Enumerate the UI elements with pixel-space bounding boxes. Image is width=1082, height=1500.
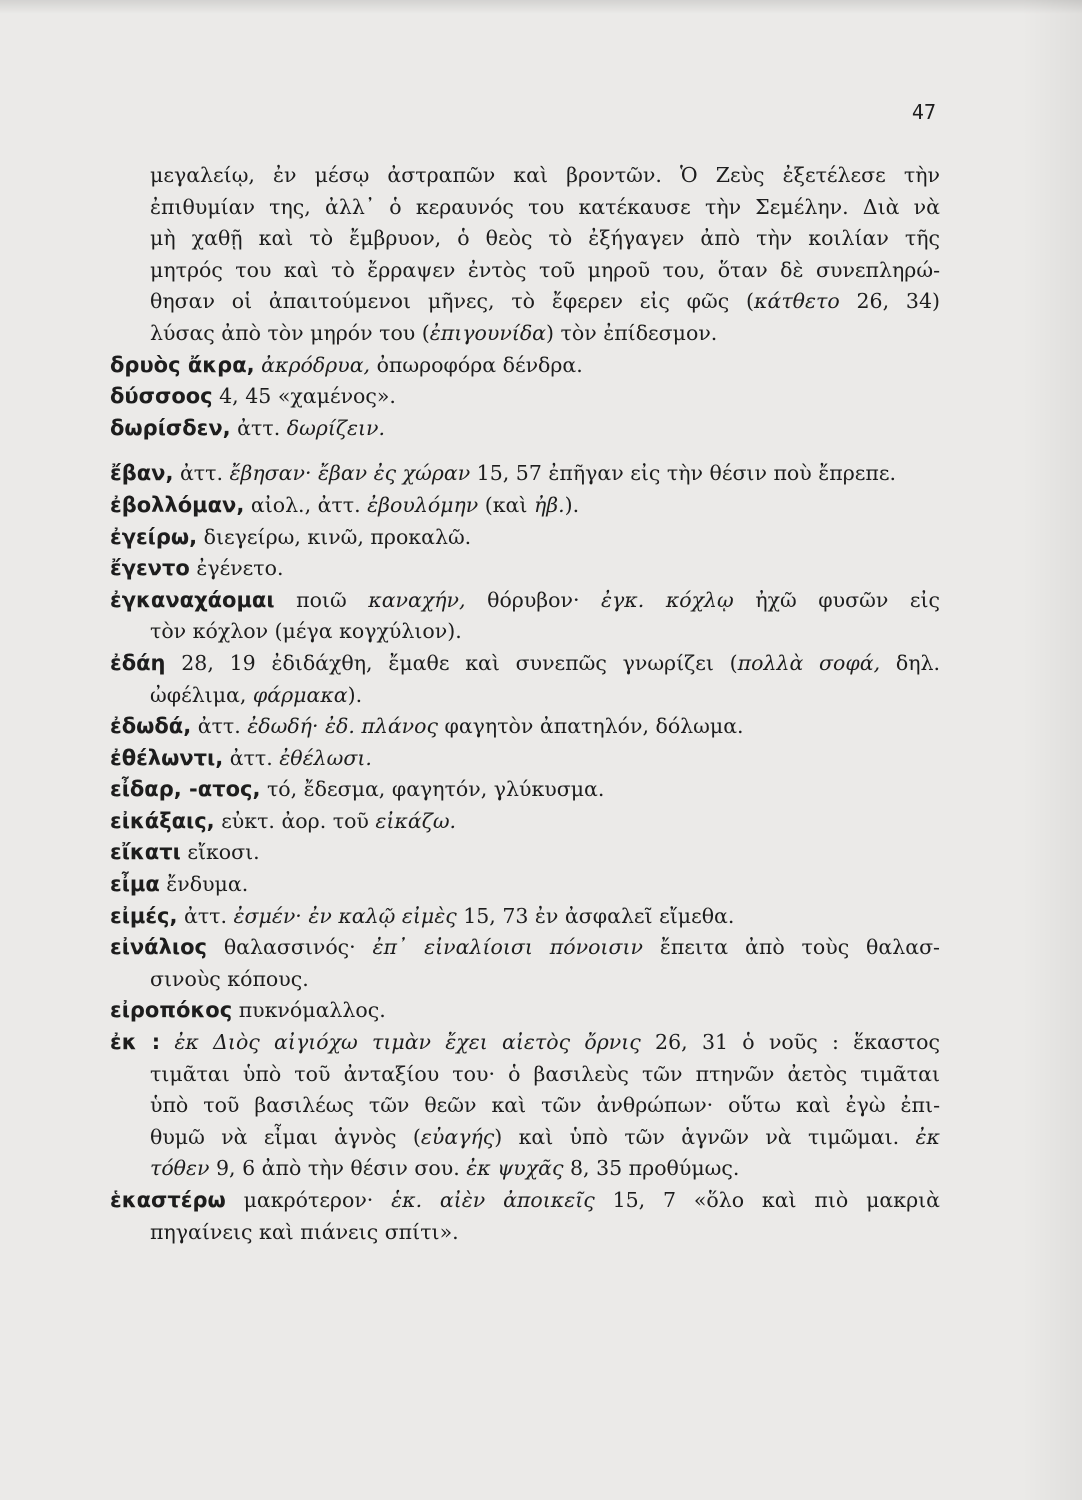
text-span: ) καὶ ὑπὸ τῶν ἁγνῶν νὰ τιμῶμαι. — [494, 1124, 916, 1149]
text-span: ποιῶ — [274, 587, 369, 612]
text-span: ὠφέλιμα, — [150, 682, 253, 707]
italic-span: ἔβησαν· ἔβαν ἐς χώραν — [229, 461, 471, 486]
entry-continuation: ὑπὸ τοῦ βασιλέως τῶν θεῶν καὶ τῶν ἀνθρώπων· οὕτω καὶ ἐγὼ ἐπι- — [150, 1093, 940, 1118]
entry-line — [110, 458, 940, 490]
glossary-entry — [110, 1027, 940, 1185]
italic-span: ἐκ Διὸς αἰγιόχω τιμὰν ἔχει αἰετὸς ὄρνις — [160, 1030, 641, 1055]
text-span: 26, 34) — [839, 289, 940, 314]
italic-span: εἰκάζω. — [375, 808, 457, 833]
italic-span: κάτθετο — [754, 289, 840, 314]
glossary-entry — [110, 413, 940, 445]
text-line: ἐπιθυμίαν της, ἀλλ᾽ ὁ κεραυνός του κατέκαυσε τὴν Σεμέλην. Διὰ νὰ — [150, 194, 940, 219]
text-line — [150, 286, 940, 318]
text-span: τό, ἔδεσμα, φαγητόν, γλύκυσμα. — [260, 777, 605, 802]
page-edge-shadow — [1022, 0, 1082, 1500]
glossary-entry — [110, 774, 940, 806]
glossary-entry — [110, 743, 940, 775]
text-span: 26, 31 ὁ νοῦς : ἕκαστος — [640, 1030, 940, 1055]
text-span: 15, 57 ἐπῆγαν εἰς τὴν θέσιν ποὺ ἔπρεπε. — [470, 461, 897, 486]
glossary-entry — [110, 995, 940, 1027]
glossary-entry — [110, 490, 940, 522]
text-span: μακρότερον· — [225, 1188, 392, 1212]
headword: ἐδωδά, — [110, 714, 192, 739]
text-line — [150, 318, 940, 350]
italic-span: φάρμακα — [252, 682, 348, 707]
text-span: ἠχῶ φυσῶν εἰς — [733, 587, 940, 612]
text-span: δηλ. — [880, 650, 940, 675]
italic-span: ἐθέλωσι. — [279, 745, 372, 770]
page-top-edge — [0, 0, 1082, 14]
glossary-entry — [110, 522, 940, 554]
text-span: θόρυβον· — [465, 587, 602, 612]
entry-line — [110, 350, 940, 382]
headword: εἴκατι — [110, 840, 181, 865]
headword: ἔγεντο — [110, 556, 190, 581]
entry-line — [110, 1185, 940, 1217]
glossary-entry — [110, 806, 940, 838]
text-span: ) τὸν ἐπίδεσμον. — [546, 320, 718, 345]
headword: ἑκαστέρω — [110, 1188, 226, 1212]
headword: ἐβολλόμαν, — [110, 492, 245, 517]
text-span: 8, 35 προθύμως. — [563, 1156, 740, 1181]
entry-line — [110, 901, 940, 933]
continuation-paragraph — [110, 160, 940, 350]
glossary-text — [110, 160, 940, 1248]
text-span: 9, 6 ἀπὸ τὴν θέσιν σου. — [209, 1156, 467, 1181]
text-span: ἀττ. — [173, 461, 230, 486]
italic-span: ἠβ. — [533, 492, 565, 517]
italic-span: ἐκ — [915, 1124, 940, 1149]
headword: εἰμές, — [110, 903, 178, 928]
text-span: λύσας ἀπὸ τὸν μηρόν του ( — [150, 320, 430, 345]
text-span: φαγητὸν ἀπατηλόν, δόλωμα. — [437, 714, 744, 739]
entry-line — [110, 743, 940, 775]
text-span: διεγείρω, κινῶ, προκαλῶ. — [197, 524, 472, 549]
entry-line — [110, 995, 940, 1027]
entry-continuation — [110, 1122, 940, 1154]
text-span: ). — [347, 682, 363, 707]
entry-line — [110, 837, 940, 869]
entry-continuation — [110, 1153, 940, 1185]
text-span: (καὶ — [478, 492, 534, 517]
entry-continuation: τιμᾶται ὑπὸ τοῦ ἀνταξίου του· ὁ βασιλεὺς τῶν πτηνῶν ἀετὸς τιμᾶται — [150, 1061, 940, 1086]
italic-span: ἀκρόδρυα, — [261, 352, 371, 377]
entry-line — [110, 648, 940, 680]
italic-span: ἑκ. αἰὲν ἀποικεῖς — [391, 1188, 595, 1212]
page-number: 47 — [911, 100, 936, 124]
entry-line — [110, 522, 940, 554]
glossary-entry — [110, 901, 940, 933]
text-span: ὀπωροφόρα δένδρα. — [370, 352, 583, 377]
glossary-entry — [110, 869, 940, 901]
text-span: ἀττ. — [230, 415, 287, 440]
glossary-entry — [110, 553, 940, 585]
glossary-entry — [110, 458, 940, 490]
headword: εἰκάξαις, — [110, 808, 215, 833]
headword: δρυὸς ἄκρα, — [110, 352, 255, 377]
entry-line — [110, 774, 940, 806]
glossary-entry — [110, 585, 940, 648]
italic-span: δωρίζειν. — [286, 415, 386, 440]
headword: εἶδαρ, -ατος, — [110, 777, 261, 802]
text-span: ἔνδυμα. — [159, 872, 249, 897]
text-span: ἀττ. — [191, 714, 248, 739]
entry-line — [110, 806, 940, 838]
italic-span: πολλὰ σοφά, — [737, 650, 881, 675]
entry-line — [110, 553, 940, 585]
text-span: ἀττ. — [177, 903, 234, 928]
entry-line — [110, 381, 940, 413]
text-span: εἴκοσι. — [180, 840, 260, 865]
italic-span: ἐβουλόμην — [367, 492, 479, 517]
headword: εἰνάλιος — [110, 935, 207, 960]
text-span: ἀττ. — [223, 745, 280, 770]
text-span: 4, 45 «χαμένος». — [212, 384, 396, 409]
headword: δύσσοος — [110, 384, 213, 409]
entry-continuation: σινοὺς κόπους. — [150, 966, 309, 991]
entry-line — [110, 413, 940, 445]
italic-span: καναχήν, — [368, 587, 466, 612]
glossary-entry — [110, 350, 940, 382]
headword: ἐκ : — [110, 1030, 161, 1055]
headword: δωρίσδεν, — [110, 415, 231, 440]
glossary-entry — [110, 648, 940, 711]
text-line: μεγαλείῳ, ἐν μέσῳ ἀστραπῶν καὶ βροντῶν. Ὁ Ζεὺς ἐξετέλεσε τὴν — [150, 163, 940, 187]
italic-span: ἐσμέν· ἐν καλῷ εἰμὲς — [233, 903, 457, 928]
headword: εἶμα — [110, 872, 160, 897]
glossary-entry — [110, 932, 940, 995]
headword: ἐθέλωντι, — [110, 745, 224, 770]
headword: ἐγείρω, — [110, 524, 198, 549]
headword: ἔβαν, — [110, 461, 174, 486]
entry-line — [110, 585, 940, 617]
text-span: 15, 73 ἐν ἀσφαλεῖ εἴμεθα. — [456, 903, 735, 928]
text-span: 28, 19 ἐδιδάχθη, ἔμαθε καὶ συνεπῶς γνωρίζει ( — [165, 650, 738, 675]
glossary-entry — [110, 711, 940, 743]
entry-line — [110, 711, 940, 743]
text-span: θαλασσινός· — [206, 935, 373, 960]
headword: ἐδάη — [110, 650, 166, 675]
italic-span: ἐπιγουνίδα — [429, 320, 547, 345]
italic-span: τόθεν — [150, 1156, 210, 1181]
paragraph-gap — [110, 444, 940, 458]
entry-line — [110, 1027, 940, 1059]
italic-span: ἐδωδή· ἐδ. πλάνος — [247, 714, 438, 739]
entry-line — [110, 869, 940, 901]
text-span: ἐγένετο. — [189, 556, 284, 581]
text-span: πυκνόμαλλος. — [232, 998, 386, 1023]
entry-continuation — [110, 680, 940, 712]
text-span: θυμῶ νὰ εἶμαι ἁγνὸς ( — [150, 1124, 421, 1149]
italic-span: ἐκ ψυχᾶς — [466, 1156, 564, 1181]
text-span: 15, 7 «ὅλο καὶ πιὸ μακριὰ — [594, 1188, 940, 1212]
glossary-entry — [110, 837, 940, 869]
italic-span: εὐαγής — [420, 1124, 495, 1149]
entry-continuation: πηγαίνεις καὶ πιάνεις σπίτι». — [150, 1219, 459, 1244]
text-span: αἰολ., ἀττ. — [244, 492, 368, 517]
text-span: ἔπειτα ἀπὸ τοὺς θαλασ- — [642, 935, 940, 960]
text-span: ). — [564, 492, 580, 517]
italic-span: ἐγκ. κόχλῳ — [601, 587, 734, 612]
headword: ἐγκαναχάομαι — [110, 587, 275, 612]
entry-continuation: τὸν κόχλον (μέγα κογχύλιον). — [150, 619, 462, 644]
entry-line — [110, 490, 940, 522]
glossary-entry — [110, 1185, 940, 1248]
glossary-entry — [110, 381, 940, 413]
text-span: εὐκτ. ἀορ. τοῦ — [214, 808, 376, 833]
entry-line — [110, 932, 940, 964]
headword: εἰροπόκος — [110, 998, 233, 1023]
text-line: μητρός του καὶ τὸ ἔρραψεν ἐντὸς τοῦ μηροῦ του, ὅταν δὲ συνεπληρώ- — [150, 257, 940, 282]
text-line: μὴ χαθῇ καὶ τὸ ἔμβρυον, ὁ θεὸς τὸ ἐξήγαγεν ἀπὸ τὴν κοιλίαν τῆς — [150, 226, 940, 251]
italic-span: ἐπ᾽ εἰναλίοισι πόνοισιν — [372, 935, 643, 960]
text-span: θησαν οἱ ἀπαιτούμενοι μῆνες, τὸ ἔφερεν εἰς φῶς ( — [150, 289, 755, 314]
